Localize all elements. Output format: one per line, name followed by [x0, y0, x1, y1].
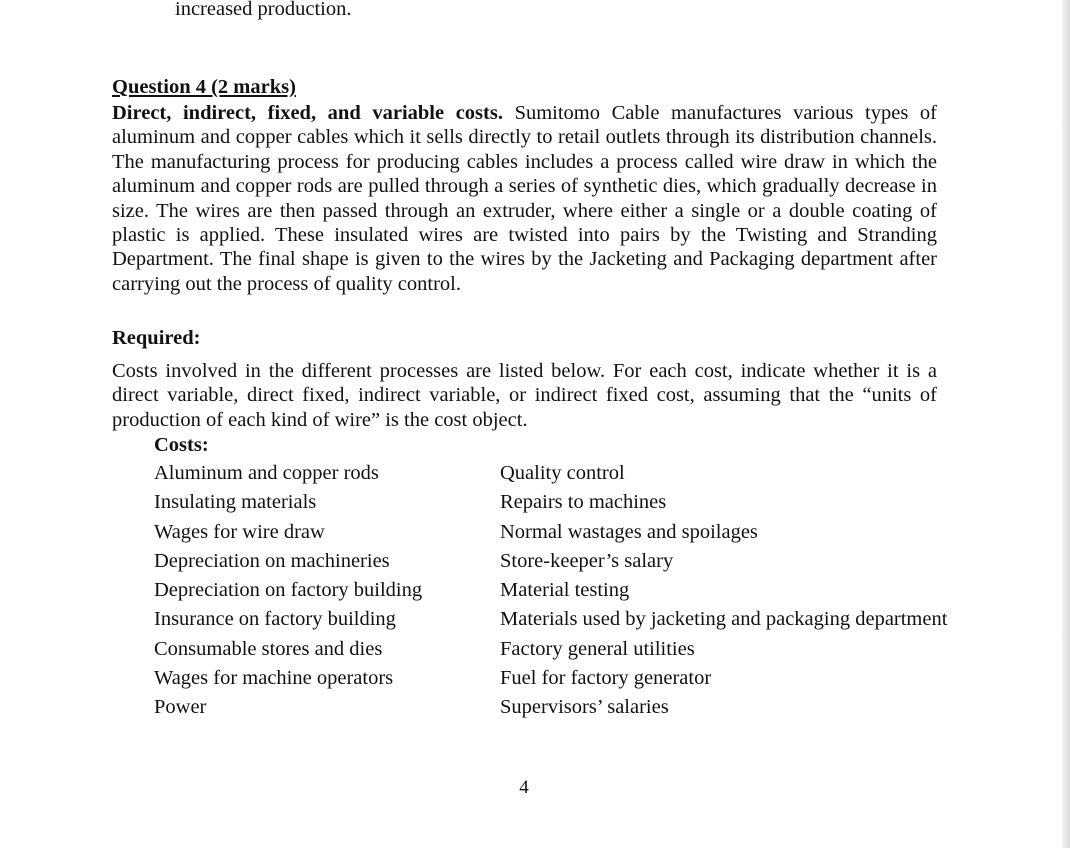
required-heading: Required:: [112, 327, 201, 349]
page-edge-shadow: [1062, 0, 1070, 848]
cost-item: Wages for wire draw: [154, 520, 325, 543]
cost-item: Depreciation on factory building: [154, 579, 423, 602]
page-number: 4: [519, 777, 529, 798]
cost-item: Wages for machine operators: [154, 667, 394, 690]
question-lead-bold: Direct, indirect, fixed, and variable costs.: [112, 102, 503, 124]
question-body: Sumitomo Cable manufactures various types of aluminum and copper cables which it sells directly to retail outlets through its distribution channels. The manufacturing process for producing cables includes a process called wire draw in which the aluminum and copper rods are pulled through a series of synthetic dies, which gradually decrease in size. The wires are then passed through an extruder, where either a single or a double coating of plastic is applied. These insulated wires are twisted into pairs by the Twisting and Stranding Department. The final shape is given to the wires by the Jacketing and Packaging department after carrying out the process of quality control.: [112, 102, 937, 295]
previous-question-tail: increased production.: [175, 0, 352, 20]
required-text: Costs involved in the different processes are listed below. For each cost, indicate whether it is a direct variable, direct fixed, indirect variable, or indirect fixed cost, assuming that the “units of production of each kind of wire” is the cost object.: [112, 360, 937, 431]
cost-item: Factory general utilities: [500, 637, 695, 660]
cost-item: Power: [154, 696, 207, 719]
cost-item: Consumable stores and dies: [154, 637, 383, 660]
question-text: [112, 101, 937, 296]
cost-item: Material testing: [500, 579, 630, 602]
cost-item: Supervisors’ salaries: [500, 696, 669, 719]
cost-item: Quality control: [500, 462, 625, 484]
cost-item: Insulating materials: [154, 491, 317, 514]
question-heading: Question 4 (2 marks): [112, 76, 296, 98]
cost-item: Insurance on factory building: [154, 608, 396, 631]
cost-item: Aluminum and copper rods: [154, 462, 379, 484]
costs-heading: Costs:: [154, 434, 209, 456]
cost-item: Materials used by jacketing and packaging department: [500, 608, 948, 631]
costs-list-right: [500, 461, 947, 725]
costs-list-left: [154, 461, 422, 725]
cost-item: Fuel for factory generator: [500, 667, 712, 690]
cost-item: Depreciation on machineries: [154, 549, 390, 572]
cost-item: Normal wastages and spoilages: [500, 520, 758, 543]
cost-item: Store-keeper’s salary: [500, 549, 674, 572]
cost-item: Repairs to machines: [500, 491, 667, 514]
